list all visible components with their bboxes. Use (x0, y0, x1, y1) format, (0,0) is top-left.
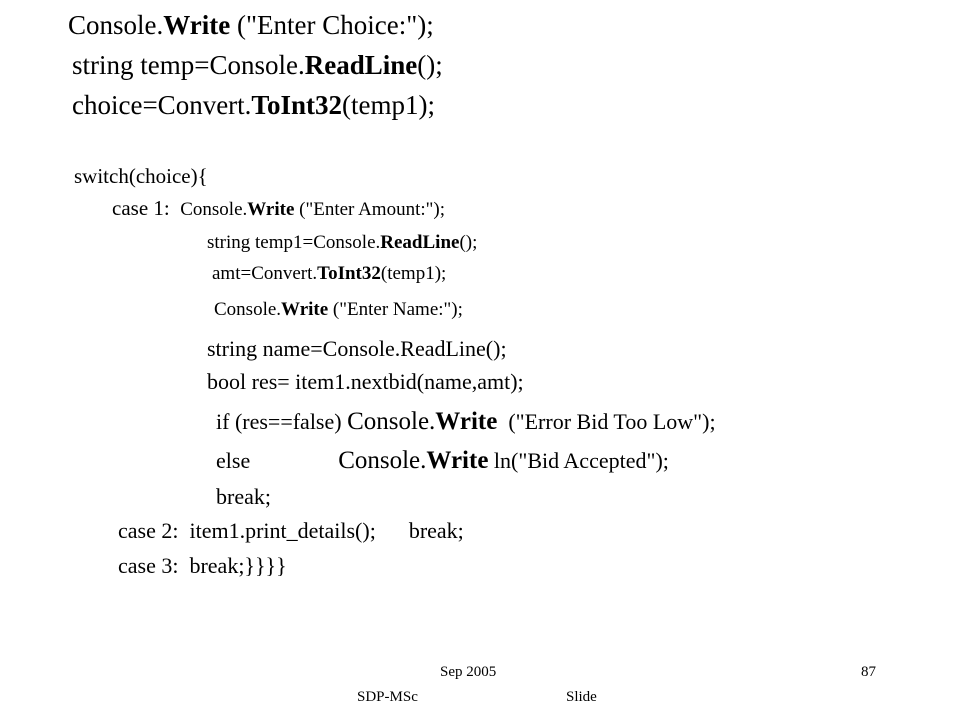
footer-course: SDP-MSc (357, 689, 418, 705)
code-text: Console. (214, 299, 282, 320)
code-line-5 (112, 198, 445, 219)
code-keyword: ReadLine (304, 50, 418, 80)
code-text: Console. (180, 199, 248, 220)
page-number: 87 (861, 664, 876, 680)
code-text: choice=Convert. (72, 90, 252, 120)
code-line-11 (216, 409, 716, 434)
code-line-12 (216, 448, 669, 473)
code-text: (); (459, 232, 478, 253)
code-line-10: bool res= item1.nextbid(name,amt); (207, 369, 524, 394)
code-text: ("Enter Choice:"); (230, 10, 434, 40)
code-keyword: ToInt32 (317, 263, 381, 284)
code-line-2 (72, 52, 443, 79)
code-line-14: case 2: item1.print_details(); break; (118, 518, 464, 543)
code-text: string temp1=Console. (207, 232, 381, 253)
code-line-3 (72, 92, 435, 119)
code-line-6 (207, 233, 477, 252)
code-keyword: Write (426, 447, 489, 474)
code-line-7 (212, 264, 446, 283)
code-text: amt=Convert. (212, 263, 318, 284)
code-text: Console. (338, 447, 427, 474)
code-text: (temp1); (341, 90, 435, 120)
code-line-15: case 3: break;}}}} (118, 553, 287, 578)
code-text: Console. (347, 408, 436, 435)
code-line-13: break; (216, 484, 271, 509)
code-text: (temp1); (380, 263, 447, 284)
code-keyword: Write (163, 10, 231, 40)
footer-slide-label: Slide (566, 689, 597, 705)
code-line-1 (68, 12, 434, 39)
code-text: else (216, 448, 339, 473)
code-keyword: Write (247, 199, 295, 220)
code-text: ln("Bid Accepted"); (488, 448, 669, 473)
code-text: if (res==false) (216, 409, 348, 434)
code-text: ("Error Bid Too Low"); (497, 409, 716, 434)
code-keyword: Write (281, 299, 329, 320)
code-text: ("Enter Name:"); (328, 299, 463, 320)
code-keyword: ReadLine (380, 232, 460, 253)
code-text: string temp=Console. (72, 50, 305, 80)
code-text: (); (417, 50, 443, 80)
code-keyword: Write (435, 408, 498, 435)
code-keyword: ToInt32 (251, 90, 342, 120)
footer-date: Sep 2005 (440, 664, 497, 680)
code-line-4: switch(choice){ (74, 164, 208, 188)
code-text: ("Enter Amount:"); (294, 199, 446, 220)
code-line-8 (214, 300, 463, 319)
code-text: Console. (68, 10, 164, 40)
code-text: case 1: (112, 196, 181, 220)
code-line-9: string name=Console.ReadLine(); (207, 336, 507, 361)
